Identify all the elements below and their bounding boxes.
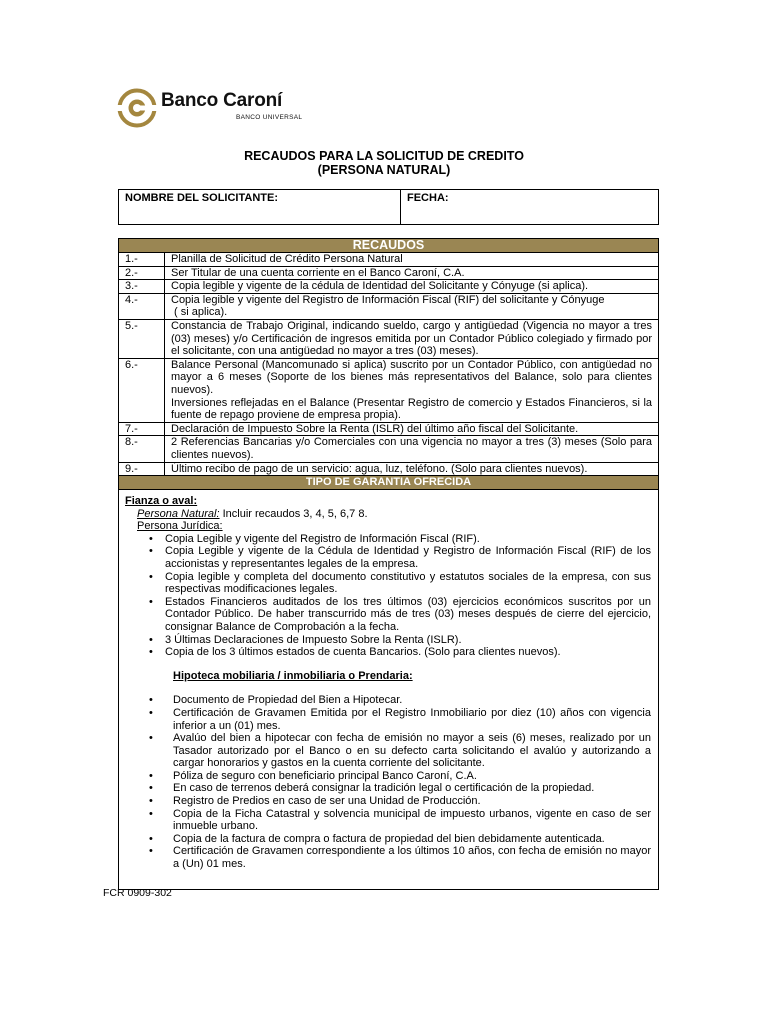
list-item: • Copia de los 3 últimos estados de cuenta Bancarios. (Solo para clientes nuevos). [125,646,651,659]
item-text: Constancia de Trabajo Original, indicando sueldo, cargo y antigüedad (Vigencia no mayor a tres (03) meses) y/o Certificación de ingresos emitida por un Contador Público colegiado y firmado por el solicitante, con una antigüedad no mayor a tres (03) meses). [165,319,659,358]
table-row [119,422,659,436]
list-item: • Documento de Propiedad del Bien a Hipotecar. [125,694,651,707]
table-row [119,293,659,319]
requirements-heading: RECAUDOS [119,239,659,253]
item-text: 2 Referencias Bancarias y/o Comerciales con una vigencia no mayor a tres (3) meses (Solo para clientes nuevos). [165,436,659,462]
item-text-continued: Inversiones reflejadas en el Balance (Presentar Registro de comercio y Estados Financieros, si la fuente de repago proviene de empresa propia). [171,396,652,422]
table-row [119,436,659,462]
list-item: • 3 Últimas Declaraciones de Impuesto Sobre la Renta (ISLR). [125,634,651,647]
applicant-box [118,189,659,225]
list-item: • Registro de Predios en caso de ser una Unidad de Producción. [125,795,651,808]
table-row [119,266,659,280]
table-row [119,280,659,294]
item-number: 7.- [119,422,165,436]
hipoteca-list [125,694,651,870]
requirements-table [118,238,659,490]
guarantee-section [118,485,659,890]
item-text: Balance Personal (Mancomunado si aplica) suscrito por un Contador Público, con antigüedad no mayor a 6 meses (Soporte de los bienes más representativos del Balance, solo para clientes nuevos). [171,358,652,396]
bank-logo [117,88,327,128]
list-item: • Copia de la Ficha Catastral y solvencia municipal de impuesto urbanos, vigente en caso de ser inmueble urbano. [125,808,651,833]
item-text: Planilla de Solicitud de Crédito Persona Natural [165,253,659,267]
form-code: FCR 0909-302 [103,887,172,899]
bank-logo-icon [117,88,157,128]
item-number: 2.- [119,266,165,280]
persona-natural-label: Persona Natural: [137,507,220,520]
persona-natural-text: Incluir recaudos 3, 4, 5, 6,7 8. [219,507,368,520]
item-number: 5.- [119,319,165,358]
item-text: Copia legible y vigente de la cédula de Identidad del Solicitante y Cónyuge (si aplica). [165,280,659,294]
item-number: 9.- [119,462,165,476]
list-item: • Avalúo del bien a hipotecar con fecha de emisión no mayor a seis (6) meses, realizado por un Tasador autorizado por el Banco o en su defecto carta solicitando el avalúo y autorizando a cargar honorarios y gastos en la cuenta corriente del solicitante. [125,732,651,770]
item-number: 3.- [119,280,165,294]
item-text: Declaración de Impuesto Sobre la Renta (ISLR) del último año fiscal del Solicitante. [165,422,659,436]
table-row [119,462,659,476]
persona-juridica-label: Persona Jurídica: [137,520,223,533]
table-row [119,253,659,267]
list-item: • Certificación de Gravamen Emitida por el Registro Inmobiliario por diez (10) años con vigencia inferior a un (01) mes. [125,707,651,732]
item-text: Copia legible y vigente del Registro de Información Fiscal (RIF) del solicitante y Cónyuge [171,293,605,306]
applicant-divider [400,190,401,224]
table-row [119,319,659,358]
date-label: FECHA: [407,192,449,204]
list-item: • Copia Legible y vigente de la Cédula de Identidad y Registro de Información Fiscal (RIF) de los accionistas y representantes legales de la empresa. [125,545,651,570]
list-item: • Estados Financieros auditados de los tres últimos (03) ejercicios económicos suscritos por un Contador Público. De haber transcurrido más de tres (03) meses después de cierre del ejercicio, consignar Balance de Comprobación a la fecha. [125,596,651,634]
bank-subtitle: BANCO UNIVERSAL [236,114,303,121]
fianza-title: Fianza o aval: [125,495,198,507]
document-title: RECAUDOS PARA LA SOLICITUD DE CREDITO [244,149,524,163]
applicant-name-label: NOMBRE DEL SOLICITANTE: [125,192,278,204]
guarantee-heading: TIPO DE GARANTIA OFRECIDA [119,476,659,490]
hipoteca-title: Hipoteca mobiliaria / inmobiliaria o Prendaria: [173,669,413,682]
list-item: • En caso de terrenos deberá consignar la tradición legal o certificación de la propiedad. [125,782,651,795]
item-text: Último recibo de pago de un servicio: agua, luz, teléfono. (Solo para clientes nuevos). [165,462,659,476]
list-item: • Póliza de seguro con beneficiario principal Banco Caroní, C.A. [125,770,651,783]
item-text: Ser Titular de una cuenta corriente en el Banco Caroní, C.A. [165,266,659,280]
list-item: • Copia de la factura de compra o factura de propiedad del bien debidamente autenticada. [125,833,651,846]
list-item: • Copia legible y completa del documento constitutivo y estatutos sociales de la empresa, con sus respectivas modificaciones legales. [125,571,651,596]
persona-natural-line [125,508,651,521]
bank-name: Banco Caroní [161,90,283,111]
item-number: 8.- [119,436,165,462]
item-text-continued: ( si aplica). [171,306,228,319]
item-number: 6.- [119,358,165,422]
table-row [119,358,659,422]
juridica-list [125,533,651,659]
list-item: • Certificación de Gravamen correspondiente a los últimos 10 años, con fecha de emisión no mayor a (Un) 01 mes. [125,845,651,870]
item-number: 4.- [119,293,165,319]
document-subtitle: (PERSONA NATURAL) [317,163,451,177]
list-item: • Copia Legible y vigente del Registro de Información Fiscal (RIF). [125,533,651,546]
item-number: 1.- [119,253,165,267]
